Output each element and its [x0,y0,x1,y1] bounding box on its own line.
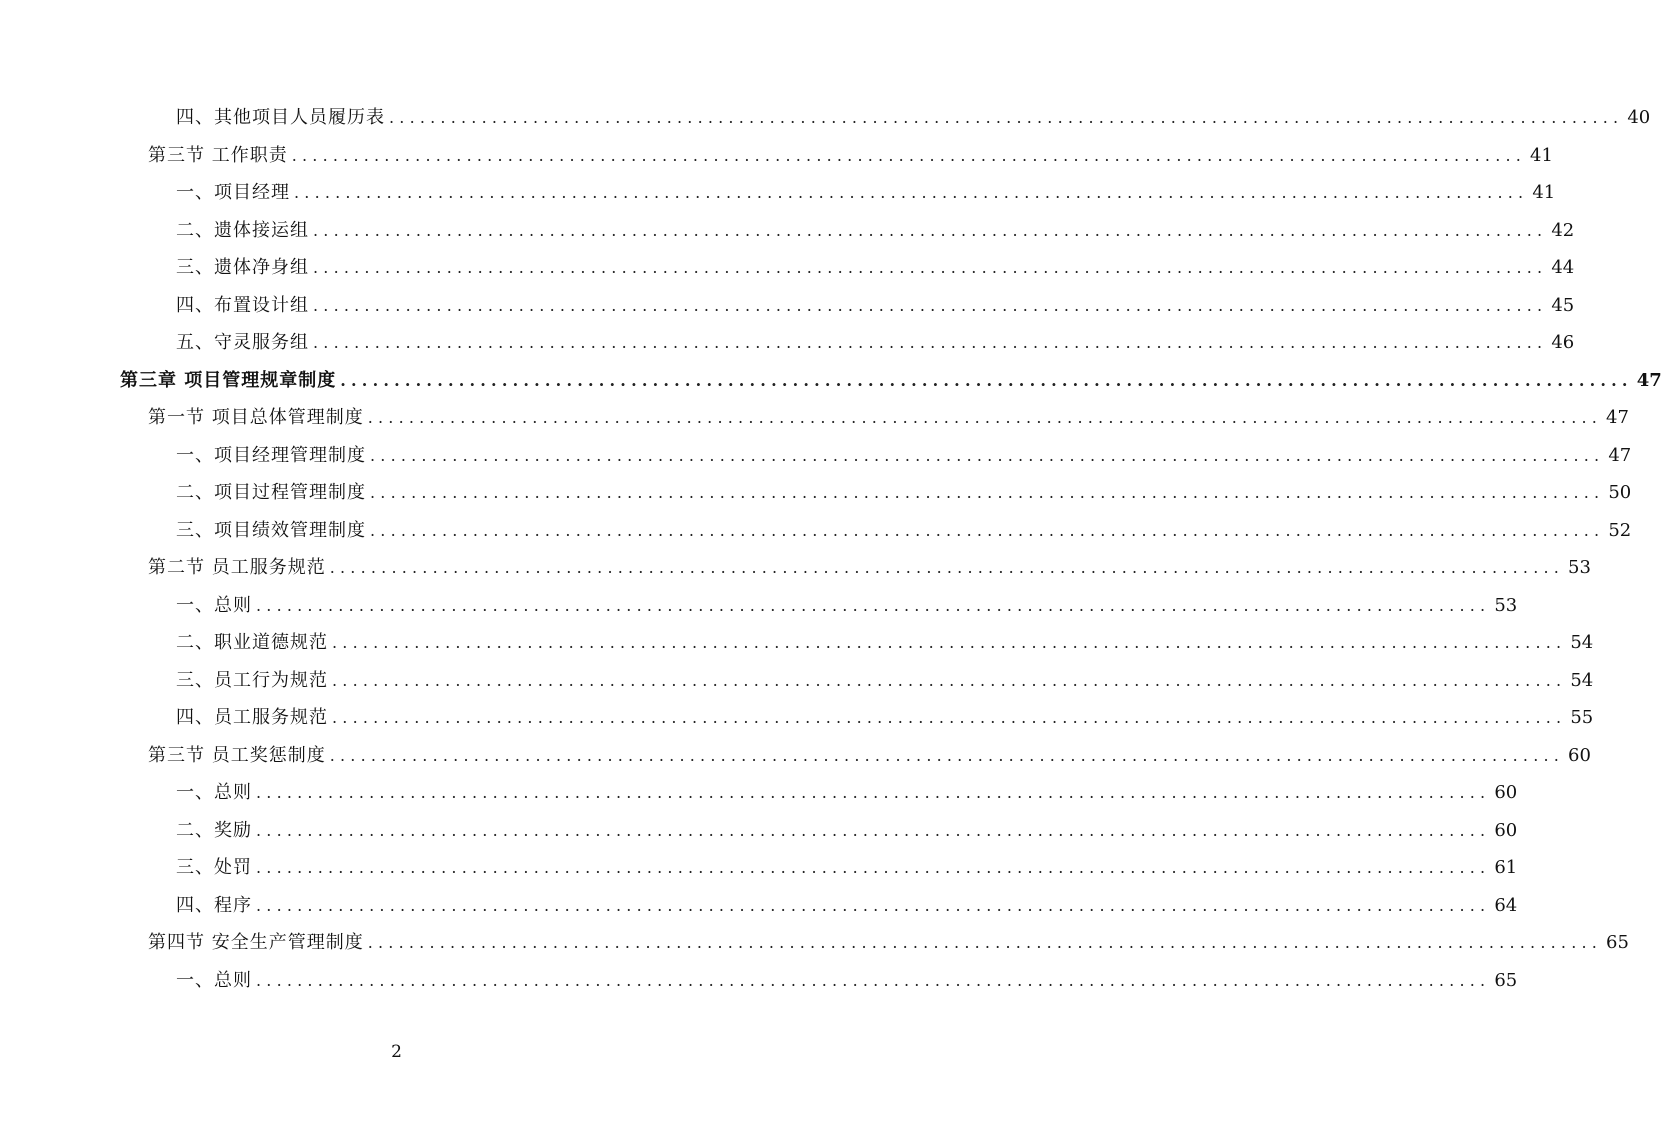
toc-entry[interactable] [176,216,1575,246]
toc-entry[interactable] [176,441,1632,471]
toc-entry-page: 44 [1551,257,1575,278]
toc-entry-label: 四、其他项目人员履历表 [176,107,385,128]
dot-leader: ........................................................................................................................ [313,295,1548,315]
toc-entry[interactable] [176,628,1594,658]
dot-leader: ........................................................................................................................ [256,820,1491,840]
toc-entry-label: 第三节 工作职责 [148,144,288,166]
toc-entry-label: 一、总则 [176,969,252,991]
toc-entry-page: 60 [1568,744,1591,766]
toc-entry-page: 50 [1608,482,1632,503]
dot-leader: ........................................................................................................................ [256,970,1491,990]
toc-entry-label: 第二节 员工服务规范 [148,557,326,578]
toc-entry-page: 47 [1636,369,1662,391]
toc-entry[interactable] [176,103,1651,133]
toc-entry[interactable] [176,966,1518,996]
toc-entry-page: 47 [1606,407,1629,428]
dot-leader: ........................................................................................................................ [367,408,1603,427]
toc-entry[interactable] [176,253,1575,283]
toc-entry-label: 第四节 安全生产管理制度 [148,932,364,953]
toc-entry-page: 53 [1568,557,1591,578]
toc-entry-page: 54 [1570,632,1594,653]
dot-leader: ........................................................................................................................ [256,595,1491,615]
toc-entry-page: 61 [1494,857,1518,878]
toc-entry[interactable] [148,741,1591,771]
dot-leader: ........................................................................................................................ [291,145,1527,165]
toc-entry-label: 第三节 员工奖惩制度 [148,744,326,766]
toc-entry-page: 65 [1606,932,1629,953]
toc-entry-page: 45 [1551,294,1575,316]
toc-entry-label: 四、员工服务规范 [176,707,328,728]
toc-entry-page: 53 [1494,594,1518,616]
dot-leader: ........................................................................................................................ [256,858,1491,877]
toc-entry-label: 三、项目绩效管理制度 [176,519,366,541]
toc-entry-page: 47 [1608,444,1632,466]
dot-leader: ........................................................................................................................ [256,895,1491,915]
toc-entry-label: 三、遗体净身组 [176,257,309,278]
toc-entry[interactable] [148,403,1629,433]
toc-entry-page: 40 [1627,107,1651,128]
dot-leader: ........................................................................................................................ [329,558,1565,577]
toc-entry-page: 55 [1570,707,1594,728]
dot-leader: ........................................................................................................................ [313,258,1548,277]
dot-leader: ........................................................................................................................ [332,633,1567,652]
toc-entry-page: 52 [1608,519,1632,541]
dot-leader: ........................................................................................................................ [256,783,1491,802]
toc-entry-label: 一、项目经理管理制度 [176,444,366,466]
dot-leader: ........................................................................................................................ [329,745,1565,765]
toc-entry[interactable] [176,891,1518,921]
toc-entry-page: 64 [1494,894,1518,916]
toc-entry[interactable] [176,516,1632,546]
dot-leader: ........................................................................................................................ [370,483,1605,502]
dot-leader: ........................................................................................................................ [313,220,1548,240]
toc-entry-page: 41 [1530,144,1553,166]
toc-entry-label: 二、遗体接运组 [176,219,309,241]
toc-entry[interactable] [120,366,1662,396]
toc-entry-page: 41 [1532,182,1556,203]
toc-entry-label: 四、布置设计组 [176,294,309,316]
dot-leader: ........................................................................................................................ [294,183,1529,202]
toc-entry-label: 一、总则 [176,594,252,616]
toc-entry-page: 54 [1570,669,1594,691]
toc-entry-label: 一、项目经理 [176,182,290,203]
dot-leader: ........................................................................................................................ [332,670,1567,690]
toc-entry[interactable] [176,328,1575,358]
toc-entry-page: 60 [1494,782,1518,803]
toc-entry-label: 五、守灵服务组 [176,332,309,353]
toc-entry-label: 二、职业道德规范 [176,632,328,653]
toc-entry[interactable] [148,553,1591,583]
toc-entry-label: 四、程序 [176,894,252,916]
toc-entry[interactable] [148,928,1629,958]
toc-entry[interactable] [176,816,1518,846]
toc-entry-page: 65 [1494,969,1518,991]
dot-leader: ........................................................................................................................ [367,933,1603,952]
toc-entry-label: 第一节 项目总体管理制度 [148,407,364,428]
toc-entry-label: 三、员工行为规范 [176,669,328,691]
toc-entry[interactable] [176,778,1518,808]
page-number: 2 [391,1042,402,1062]
dot-leader: ........................................................................................................................ [370,520,1605,540]
toc-entry-page: 60 [1494,819,1518,841]
toc-entry-label: 第三章 项目管理规章制度 [120,369,337,391]
dot-leader: ........................................................................................................................ [389,108,1624,127]
toc-entry-label: 二、项目过程管理制度 [176,482,366,503]
toc-entry-page: 46 [1551,332,1575,353]
dot-leader: ........................................................................................................................ [370,445,1605,465]
toc-entry-label: 三、处罚 [176,857,252,878]
dot-leader: ........................................................................................................................ [332,708,1567,727]
toc-entry[interactable] [176,178,1556,208]
toc-entry[interactable] [176,666,1594,696]
dot-leader: ........................................................................................................................ [340,370,1633,390]
toc-entry[interactable] [176,853,1518,883]
toc-entry[interactable] [148,141,1553,171]
toc-entry[interactable] [176,291,1575,321]
dot-leader: ........................................................................................................................ [313,333,1548,352]
toc-entry[interactable] [176,591,1518,621]
toc-entry-page: 42 [1551,219,1575,241]
toc-entry-label: 一、总则 [176,782,252,803]
toc-entry[interactable] [176,478,1632,508]
toc-entry[interactable] [176,703,1594,733]
toc-entry-label: 二、奖励 [176,819,252,841]
